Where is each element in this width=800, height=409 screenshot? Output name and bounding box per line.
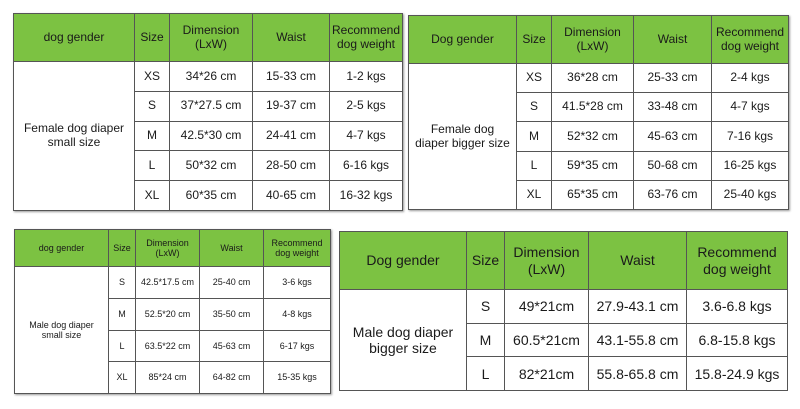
header-size: Size [467, 232, 505, 290]
dimension-cell: 37*27.5 cm [170, 91, 253, 121]
waist-cell: 50-68 cm [634, 151, 712, 180]
dimension-cell: 52*32 cm [552, 122, 634, 151]
gender-cell: Male dog diaper bigger size [340, 290, 467, 391]
header-recommend-weight: Recommend dog weight [687, 232, 788, 290]
size-cell: L [109, 330, 136, 362]
size-cell: XL [109, 362, 136, 394]
size-cell: S [135, 91, 170, 121]
waist-cell: 28-50 cm [253, 151, 330, 181]
dimension-cell: 36*28 cm [552, 64, 634, 93]
header-dog-gender: dog gender [15, 230, 109, 267]
header-dog-gender: dog gender [14, 14, 135, 62]
size-cell: XS [135, 62, 170, 92]
waist-cell: 19-37 cm [253, 91, 330, 121]
header-size: Size [109, 230, 136, 267]
header-recommend-weight: Recommend dog weight [264, 230, 331, 267]
dimension-cell: 52.5*20 cm [136, 298, 200, 330]
dimension-cell: 42.5*30 cm [170, 121, 253, 151]
size-cell: XS [517, 64, 552, 93]
weight-cell: 2-5 kgs [330, 91, 403, 121]
table-row [15, 267, 331, 299]
waist-cell: 15-33 cm [253, 62, 330, 92]
waist-cell: 43.1-55.8 cm [589, 323, 687, 357]
size-cell: M [135, 121, 170, 151]
dimension-cell: 63.5*22 cm [136, 330, 200, 362]
gender-cell: Male dog diaper small size [15, 267, 109, 394]
weight-cell: 3-6 kgs [264, 267, 331, 299]
header-waist: Waist [634, 16, 712, 64]
dimension-cell: 85*24 cm [136, 362, 200, 394]
waist-cell: 55.8-65.8 cm [589, 357, 687, 391]
size-cell: L [135, 151, 170, 181]
dimension-cell: 42.5*17.5 cm [136, 267, 200, 299]
waist-cell: 45-63 cm [634, 122, 712, 151]
header-dimension: Dimension (LxW) [505, 232, 589, 290]
weight-cell: 15.8-24.9 kgs [687, 357, 788, 391]
size-cell: M [517, 122, 552, 151]
waist-cell: 64-82 cm [200, 362, 264, 394]
header-dimension: Dimension (LxW) [552, 16, 634, 64]
dimension-cell: 65*35 cm [552, 180, 634, 209]
gender-cell: Female dog diaper small size [14, 62, 135, 211]
header-size: Size [135, 14, 170, 62]
dimension-cell: 59*35 cm [552, 151, 634, 180]
weight-cell: 2-4 kgs [712, 64, 789, 93]
female-bigger-size-table [408, 15, 789, 210]
header-recommend-weight: Recommend dog weight [712, 16, 789, 64]
waist-cell: 35-50 cm [200, 298, 264, 330]
table-row [340, 290, 788, 324]
waist-cell: 27.9-43.1 cm [589, 290, 687, 324]
header-waist: Waist [200, 230, 264, 267]
gender-cell: Female dog diaper bigger size [409, 64, 517, 210]
size-cell: S [467, 290, 505, 324]
size-cell: L [517, 151, 552, 180]
weight-cell: 16-25 kgs [712, 151, 789, 180]
male-small-size-table [14, 229, 331, 394]
weight-cell: 6.8-15.8 kgs [687, 323, 788, 357]
weight-cell: 3.6-6.8 kgs [687, 290, 788, 324]
dimension-cell: 50*32 cm [170, 151, 253, 181]
weight-cell: 1-2 kgs [330, 62, 403, 92]
dimension-cell: 49*21cm [505, 290, 589, 324]
weight-cell: 16-32 kgs [330, 181, 403, 211]
waist-cell: 63-76 cm [634, 180, 712, 209]
female-small-size-table [13, 13, 403, 211]
header-waist: Waist [589, 232, 687, 290]
table-row [409, 64, 789, 93]
header-size: Size [517, 16, 552, 64]
weight-cell: 6-16 kgs [330, 151, 403, 181]
header-waist: Waist [253, 14, 330, 62]
weight-cell: 4-7 kgs [712, 93, 789, 122]
weight-cell: 6-17 kgs [264, 330, 331, 362]
male-bigger-size-table [339, 231, 788, 391]
size-cell: XL [135, 181, 170, 211]
dimension-cell: 82*21cm [505, 357, 589, 391]
waist-cell: 40-65 cm [253, 181, 330, 211]
waist-cell: 25-40 cm [200, 267, 264, 299]
header-recommend-weight: Recommend dog weight [330, 14, 403, 62]
weight-cell: 15-35 kgs [264, 362, 331, 394]
waist-cell: 25-33 cm [634, 64, 712, 93]
dimension-cell: 60*35 cm [170, 181, 253, 211]
waist-cell: 24-41 cm [253, 121, 330, 151]
dimension-cell: 60.5*21cm [505, 323, 589, 357]
size-cell: XL [517, 180, 552, 209]
size-cell: M [109, 298, 136, 330]
weight-cell: 4-7 kgs [330, 121, 403, 151]
size-cell: S [517, 93, 552, 122]
header-dog-gender: Dog gender [409, 16, 517, 64]
dimension-cell: 34*26 cm [170, 62, 253, 92]
size-cell: S [109, 267, 136, 299]
header-dimension: Dimension (LxW) [170, 14, 253, 62]
weight-cell: 25-40 kgs [712, 180, 789, 209]
size-cell: L [467, 357, 505, 391]
weight-cell: 4-8 kgs [264, 298, 331, 330]
waist-cell: 33-48 cm [634, 93, 712, 122]
weight-cell: 7-16 kgs [712, 122, 789, 151]
waist-cell: 45-63 cm [200, 330, 264, 362]
header-dimension: Dimension (LxW) [136, 230, 200, 267]
size-cell: M [467, 323, 505, 357]
header-dog-gender: Dog gender [340, 232, 467, 290]
table-row [14, 62, 403, 92]
dimension-cell: 41.5*28 cm [552, 93, 634, 122]
